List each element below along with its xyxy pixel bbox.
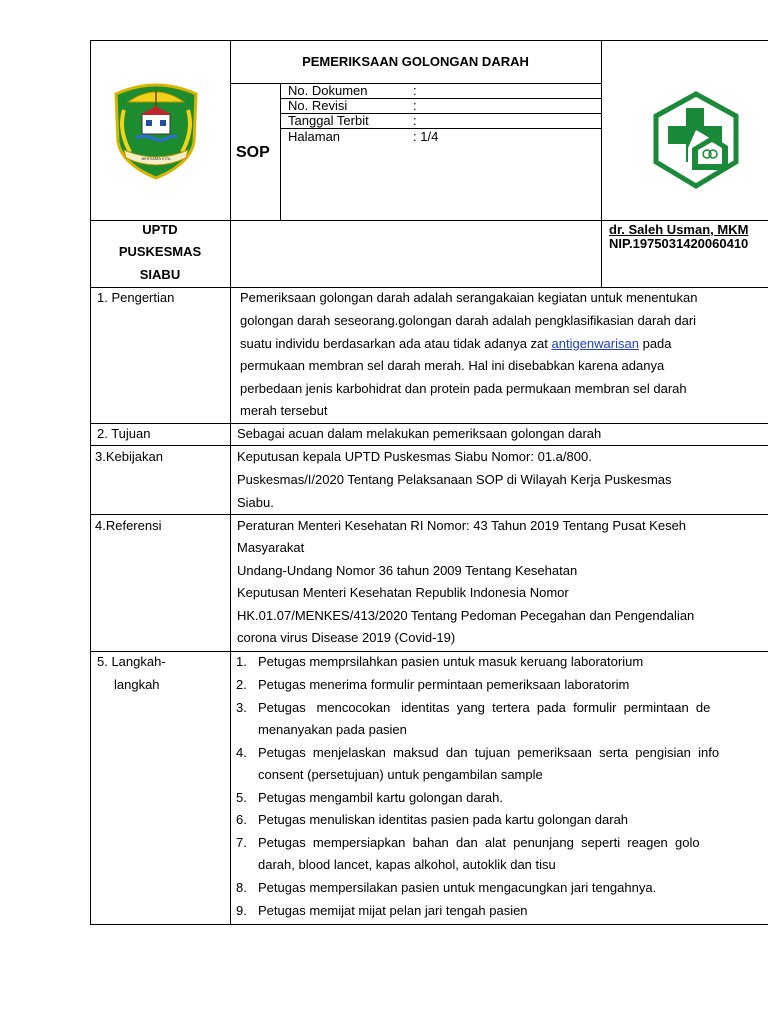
body-line: permukaan membran sel darah merah. Hal ini disebabkan karena adanya [240, 358, 665, 373]
step-text: Petugas mempersilakan pasien untuk mengacungkan jari tengahnya. [258, 880, 657, 895]
step-number: 5. [236, 790, 247, 805]
section-label-tujuan: 2. Tujuan [97, 426, 151, 441]
sop-divider [280, 83, 281, 220]
border-left [90, 40, 91, 925]
body-line: corona virus Disease 2019 (Covid-19) [237, 630, 456, 645]
body-line: Pemeriksaan golongan darah adalah serangakaian kegiatan untuk menentukan [240, 290, 698, 305]
step-text: Petugas menjelaskan maksud dan tujuan pemeriksaan serta pengisian info [258, 745, 720, 760]
section-body-tujuan: Sebagai acuan dalam melakukan pemeriksaan golongan darah [237, 426, 602, 441]
step-text: Petugas mencocokan identitas yang tertera pada formulir permintaan de [258, 700, 711, 715]
border-bottom [90, 924, 768, 925]
step-number: 8. [236, 880, 247, 895]
step-number: 4. [236, 745, 247, 760]
body-line: Keputusan kepala UPTD Puskesmas Siabu Nomor: 01.a/800. [237, 449, 592, 464]
step-number: 9. [236, 903, 247, 918]
step-text: darah, blood lancet, kapas alkohol, autoklik dan tisu [258, 857, 556, 872]
body-line: Masyarakat [237, 540, 305, 555]
body-text: pada [642, 336, 672, 351]
page-title: PEMERIKSAAN GOLONGAN DARAH [302, 54, 529, 69]
org-name-line-1: UPTD [142, 222, 178, 237]
section-label-langkah-2: langkah [114, 677, 160, 692]
step-number: 3. [236, 700, 247, 715]
border-top [90, 40, 768, 41]
step-text: Petugas memprsilahkan pasien untuk masuk keruang laboratorium [258, 654, 644, 669]
step-text: consent (persetujuan) untuk pengambilan sample [258, 767, 543, 782]
logo-right-divider [601, 40, 602, 287]
body-line: Undang-Undang Nomor 36 tahun 2009 Tentang Kesehatan [237, 563, 578, 578]
body-line: Puskesmas/I/2020 Tentang Pelaksanaan SOP di Wilayah Kerja Puskesmas [237, 472, 672, 487]
signer-name: dr. Saleh Usman, MKM [609, 222, 749, 237]
meta-value-halaman: : 1/4 [413, 129, 439, 144]
meta-value-no-revisi: : [413, 98, 417, 113]
body-line: Siabu. [237, 495, 274, 510]
puskesmas-logo [648, 90, 744, 190]
section-label-referensi: 4.Referensi [95, 518, 162, 533]
body-line: golongan darah seseorang.golongan darah adalah pengklasifikasian darah dari [240, 313, 697, 328]
step-text: Petugas menuliskan identitas pasien pada kartu golongan darah [258, 812, 629, 827]
body-line: Keputusan Menteri Kesehatan Republik Indonesia Nomor [237, 585, 569, 600]
meta-label-halaman: Halaman [288, 129, 341, 144]
org-name-line-2: PUSKESMAS [118, 244, 202, 259]
step-number: 1. [236, 654, 247, 669]
regency-emblem-logo [110, 80, 202, 180]
body-line: HK.01.07/MENKES/413/2020 Tentang Pedoman Pecegahan dan Pengendalian [237, 608, 695, 623]
step-text: Petugas memijat mijat pelan jari tengah pasien [258, 903, 528, 918]
meta-value-tanggal-terbit: : [413, 113, 417, 128]
body-line: merah tersebut [240, 403, 328, 418]
body-line: Peraturan Menteri Kesehatan RI Nomor: 43 Tahun 2019 Tentang Pusat Keseh [237, 518, 687, 533]
meta-value-no-dokumen: : [413, 83, 417, 98]
step-text: Petugas mempersiapkan bahan dan alat penunjang seperti reagen golo [258, 835, 700, 850]
org-name-line-3: SIABU [139, 267, 181, 282]
step-number: 6. [236, 812, 247, 827]
emblem-motto: BERSAMA KITA [141, 156, 171, 161]
section-label-pengertian: 1. Pengertian [97, 290, 175, 305]
step-text: Petugas menerima formulir permintaan pemeriksaan laboratorim [258, 677, 630, 692]
body-line: perbedaan jenis karbohidrat dan protein pada permukaan membran sel darah [240, 381, 687, 396]
sop-label: SOP [236, 144, 270, 161]
body-text: suatu individu berdasarkan ada atau tidak adanya zat [240, 336, 548, 351]
meta-label-no-revisi: No. Revisi [288, 98, 348, 113]
column-divider [230, 40, 231, 925]
body-line [240, 332, 672, 355]
antigen-link[interactable]: antigenwarisan [551, 336, 639, 351]
step-number: 7. [236, 835, 247, 850]
step-text: menanyakan pada pasien [258, 722, 407, 737]
meta-label-no-dokumen: No. Dokumen [288, 83, 368, 98]
step-text: Petugas mengambil kartu golongan darah. [258, 790, 503, 805]
step-number: 2. [236, 677, 247, 692]
meta-label-tanggal-terbit: Tanggal Terbit [288, 113, 369, 128]
signer-nip: NIP.1975031420060410 [609, 236, 749, 251]
section-label-kebijakan: 3.Kebijakan [95, 449, 163, 464]
section-label-langkah: 5. Langkah- [97, 654, 166, 669]
